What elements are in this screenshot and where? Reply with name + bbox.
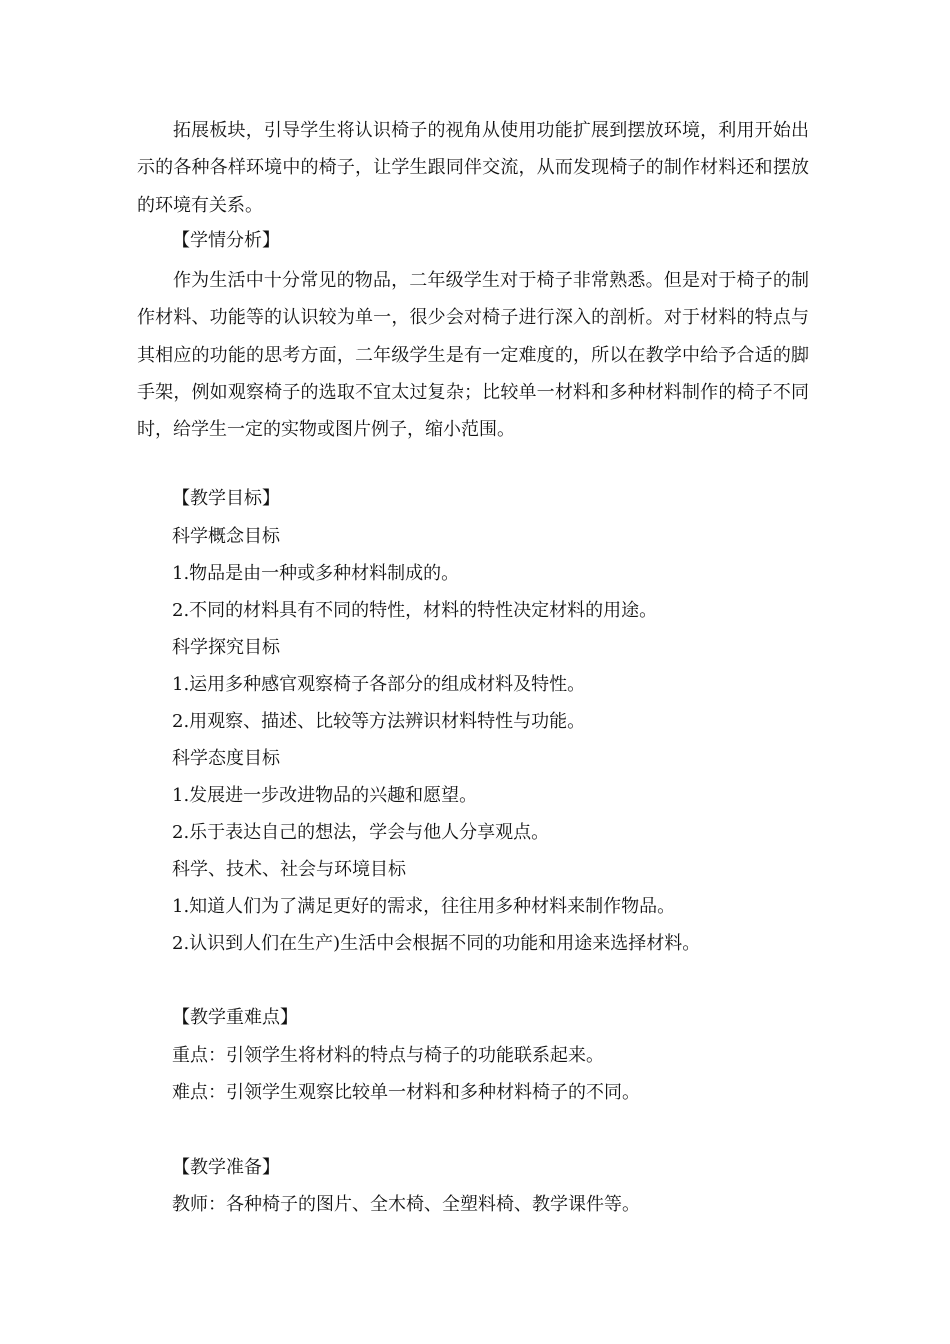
- concept-goals-title: 科学概念目标: [172, 526, 280, 547]
- learning-analysis-paragraph: 作为生活中十分常见的物品，二年级学生对于椅子非常熟悉。但是对于椅子的制作材料、功能等的认识较为单一，很少会对椅子进行深入的剖析。对于材料的特点与其相应的功能的思考方面，二年级学生是有一定难度的，所以在教学中给予合适的脚手架，例如观察椅子的选取不宜太过复杂；比较单一材料和多种材料制作的椅子不同时，给学生一定的实物或图片例子，缩小范围。: [137, 270, 809, 441]
- attitude-goal-item: 2.乐于表达自己的想法，学会与他人分享观点。: [172, 822, 550, 843]
- key-points-heading: 【教学重难点】: [172, 1007, 298, 1028]
- inquiry-goal-item: 2.用观察、描述、比较等方法辨识材料特性与功能。: [172, 711, 586, 732]
- learning-analysis-heading: 【学情分析】: [172, 230, 280, 251]
- teaching-goals-heading: 【教学目标】: [172, 488, 280, 509]
- stse-goal-item: 1.知道人们为了满足更好的需求，往往用多种材料来制作物品。: [172, 896, 676, 917]
- attitude-goal-item: 1.发展进一步改进物品的兴趣和愿望。: [172, 785, 478, 806]
- preparation-heading: 【教学准备】: [172, 1157, 280, 1178]
- attitude-goals-title: 科学态度目标: [172, 748, 280, 769]
- difficult-point: 难点：引领学生观察比较单一材料和多种材料椅子的不同。: [172, 1082, 640, 1103]
- stse-goals-title: 科学、技术、社会与环境目标: [172, 859, 406, 880]
- stse-goal-item: 2.认识到人们在生产)生活中会根据不同的功能和用途来选择材料。: [172, 933, 701, 954]
- concept-goal-item: 1.物品是由一种或多种材料制成的。: [172, 563, 460, 584]
- inquiry-goals-title: 科学探究目标: [172, 637, 280, 658]
- intro-paragraph: 拓展板块，引导学生将认识椅子的视角从使用功能扩展到摆放环境，利用开始出示的各种各样环境中的椅子，让学生跟同伴交流，从而发现椅子的制作材料还和摆放的环境有关系。: [137, 120, 809, 216]
- teacher-preparation: 教师：各种椅子的图片、全木椅、全塑料椅、教学课件等。: [172, 1194, 640, 1215]
- inquiry-goal-item: 1.运用多种感官观察椅子各部分的组成材料及特性。: [172, 674, 586, 695]
- concept-goal-item: 2.不同的材料具有不同的特性，材料的特性决定材料的用途。: [172, 600, 658, 621]
- key-point: 重点：引领学生将材料的特点与椅子的功能联系起来。: [172, 1045, 604, 1066]
